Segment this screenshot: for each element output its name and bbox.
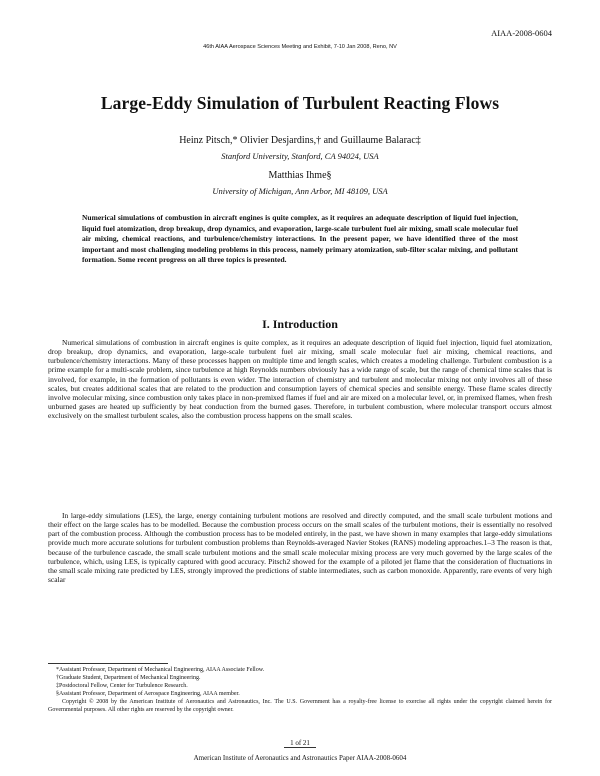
abstract: Numerical simulations of combustion in aircraft engines is quite complex, as it requires an adequate description of liquid fuel injection, liquid fuel atomization, drop breakup, drop dynamics, and evaporation, large-scale turbulent fuel air mixing, small scale molecular fuel air mixing, chemical reactions, and turbulence/chemistry interactions. In the present paper, we have identified three of the most important and most challenging modeling problems in this process, namely primary atomization, sub-filter scalar mixing, and pollutant formation. Some recent progress on all three topics is presented. (82, 213, 518, 264)
authors-line-2: Matthias Ihme§ (268, 170, 332, 181)
footnote: §Assistant Professor, Department of Aerospace Engineering, AIAA member. (56, 691, 240, 698)
affiliation-2: University of Michigan, Ann Arbor, MI 48109, USA (212, 186, 388, 196)
intro-paragraph-2: In large-eddy simulations (LES), the large, energy containing turbulent motions are resolved and directly computed, and the small scale turbulent motions and their effect on the large scales has to be modelled. Because the combustion process occurs on the small scales of the turbulent motions, their is essentially no resolved part of the combustion process. Although the combustion process has to be modeled entirely, in the past, we have shown in many examples that large-eddy simulations provide much more accurate solutions for turbulent combustion problems than Reynolds-averaged Navier Stokes (RANS) modeling approaches.1–3 The reason is that, because of the turbulence cascade, the small scale turbulent motions and the small scale molecular mixing process are very much governed by the large scales of the turbulence, which, using LES, is typically captured with good accuracy. Pitsch2 showed for the example of a piloted jet flame that the consideration of fluctuations in the small scale mixing rate predicted by LES, strongly improved the predictions of stable intermediates, such as carbon monoxide. Apparently, rare events of very high scalar (48, 511, 552, 585)
conference-line: 46th AIAA Aerospace Sciences Meeting and Exhibit, 7-10 Jan 2008, Reno, NV (203, 44, 397, 50)
footnotes (48, 666, 552, 715)
copyright-notice: Copyright © 2008 by the American Institute of Aeronautics and Astronautics, Inc. The U.S. Government has a royalty-free license to exercise all rights under the copyright claimed herein for Governmental purposes. All other rights are reserved by the copyright owner. (48, 699, 552, 714)
affiliation-1: Stanford University, Stanford, CA 94024, USA (221, 151, 379, 161)
footnote: *Assistant Professor, Department of Mechanical Engineering, AIAA Associate Fellow. (56, 667, 265, 673)
intro-paragraph-1: Numerical simulations of combustion in aircraft engines is quite complex, as it requires an adequate description of liquid fuel injection, liquid fuel atomization, drop breakup, drop dynamics, and evaporation, large-scale turbulent fuel air mixing, small scale molecular fuel air mixing, chemical reactions, and turbulence/chemistry interactions. Many of these processes happen on multiple time and length scales, which creates a modeling challenge. Turbulent combustion is a prime example for a multi-scale problem, since turbulence at high Reynolds numbers obviously has a wide range of scale, but the range of chemical time scales that is involved, for example, in the formation of pollutants is even wider. The interaction of chemistry and turbulent and molecular mixing not only involves all of these scales, but creates additional scales that are related to the production and consumption layers of chemical species and sensible energy. These flame scales directly involve molecular mixing, since combustion only takes place in non-premixed flames if fuel and air are mixed on a molecular level, or, in premixed flames, when fresh unburned gases are heated up sufficiently by heat conduction from the burned gases. Therefore, in turbulent combustion, where molecular transport occurs almost exclusively on the smallest turbulent scales, also the combustion process happens on the small scales. (48, 338, 552, 421)
page-number-label: 1 of 21 (284, 739, 316, 748)
footnote-rule (48, 663, 168, 664)
page-footer: American Institute of Aeronautics and Astronautics Paper AIAA-2008-0604 (193, 754, 407, 762)
page-number (0, 739, 600, 748)
footnote: †Graduate Student, Department of Mechanical Engineering. (56, 675, 201, 682)
paper-title: Large-Eddy Simulation of Turbulent Reacting Flows (100, 93, 500, 113)
authors-line-1: Heinz Pitsch,* Olivier Desjardins,† and Guillaume Balarac‡ (179, 135, 421, 146)
section-heading: I. Introduction (262, 317, 338, 331)
paper-id: AIAA-2008-0604 (491, 28, 552, 38)
footnote: ‡Postdoctoral Fellow, Center for Turbulence Research. (56, 683, 188, 690)
